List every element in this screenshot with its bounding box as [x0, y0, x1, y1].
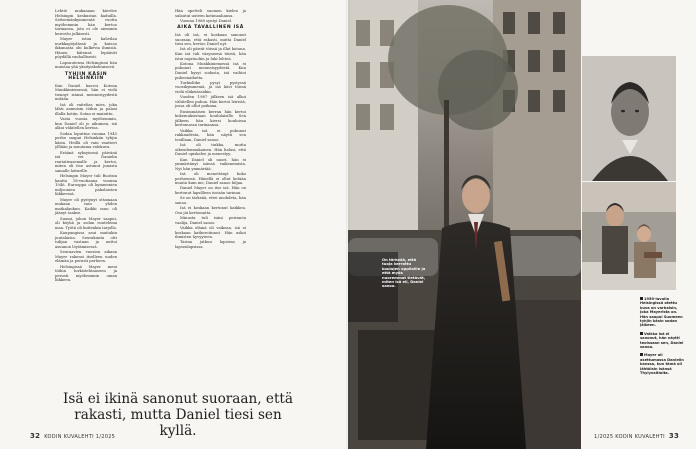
paragraph: Seuraavien vuosien aikana Mayer rakensi itselleen uuden elämän ja perusti perheen. [55, 250, 117, 264]
paragraph: Kotona Munkkiniemessä isä ei puhunut menneisyydestä. Kun Daniel kysyi sodasta, isä vaihtoi puheenaihetta. [175, 61, 246, 80]
paragraph: Hän opetteli suomen kielen ja sulautui uuteen kotimaahansa. [175, 9, 246, 18]
family-photo [582, 182, 676, 290]
paragraph: Vaikka elämä oli vaikeaa, isä ei koskaan katkeroitunut. Hän uskoi ihmisten hyvyyteen. [175, 226, 246, 240]
paragraph: Tarina jatkuu lapsissa ja lapsenlapsissa. [175, 240, 246, 249]
paragraph: Minusta tuli isäni perinnön vaalija, Daniel sanoo. [175, 216, 246, 225]
subheading: AIKA TAVALLINEN ISÄ [177, 25, 244, 31]
street-photo-image [348, 0, 581, 449]
caption-marker-icon [640, 297, 643, 300]
paragraph: Isä oli isä, ei koskaan sanonut suoraan, että rakasti, mutta Daniel tiesi sen, kertoo Daniel nyt. [175, 32, 246, 47]
photo-captions-right [640, 297, 684, 380]
paragraph: Isä ei koskaan kertonut kaikkea. Osa jäi kertomatta. [175, 206, 246, 215]
paragraph: Vasta vuosia myöhemmin, kun Daniel oli jo aikuinen, isä alkoi vähitellen kertoa. [55, 117, 117, 131]
page-number: 32 [30, 432, 41, 440]
family-photo-image [582, 182, 676, 290]
caption [640, 297, 684, 328]
paragraph: Kun Daniel kasvoi Kotona Munkkiniemessä, hän ei vielä tiennyt isänsä menneisyydestä mitään. [55, 83, 117, 102]
caption-marker-icon [640, 332, 643, 335]
caption-marker-icon [640, 353, 643, 356]
street-photo [348, 0, 581, 449]
paragraph: Vuonna 1968 syntyi Daniel. [180, 18, 233, 23]
caption-text: Vaikka isä ei sanonut, hän näytti teoissaan sen, Daniel sanoo. [640, 331, 684, 350]
paragraph: Vuoden 1987 jälkeen isä alkoi vähitellen puhua. Hän kertoi leiristä, jossa oli ollut poikana. [175, 95, 246, 109]
spine-gutter [346, 0, 350, 449]
portrait-photo [582, 56, 676, 181]
caption [640, 332, 684, 350]
magazine-name: 1/2025 KODIN KUVALEHTI [594, 434, 665, 440]
paragraph: Ensimmäisen kerran hän kertoi kokemuksistaan koululaisille. Sen jälkeen hän kiersi kouluissa kertomassa tarinaansa. [175, 109, 246, 128]
paragraph: Eräänä syksyisenä päivänä isä vei Danielin rautatieasemalle ja kertoi, miten oli itse astunut junasta samalle laiturille. [55, 150, 117, 173]
paragraph: Isä oli päivät töissä ja illat kotona. Kun isä tuli väsyneenä töistä, hän istui nojatuoliin ja luki lehteä. [175, 47, 246, 61]
paragraph: Daniel Mayer on itse isä. Hän on kertonut lapsilleen isoisän tarinan. [175, 186, 246, 195]
paragraph: Isä oli tiukka, mutta oikeudenmukainen. Hän halusi, että Daniel opiskelee ja menestyy. [175, 143, 246, 157]
subheading: TYHJIN KÄSIN HELSINKIIN [64, 71, 108, 82]
paragraph: Suomi, johon Mayer saapui, oli köyhä ja sodan runtelema maa. Työtä oli kuitenkin tarjolla. [55, 216, 117, 230]
paragraph: Se on tärkeää, ettei unohdeta, hän sanoo. [175, 196, 246, 205]
paragraph: Vaikka isä ei puhunut rakkaudesta, hän näytti sen teoillaan, Daniel sanoo. [175, 128, 246, 142]
paragraph: Helsingin Mayer tuli Ruotsin kautta 18-vuotiaana vuonna 1946. Eurooppa oli kymmenien miljoonien pakolaisten liikkeessä. [55, 174, 117, 197]
paragraph: Kaupungissa asui muitakin juutalaisia. Seurakunta otti tulijan vastaan ja auttoi asunnon löytämisessä. [55, 231, 117, 249]
pull-quote: Isä ei ikinä sanonut suoraan, että rakasti, mutta Daniel tiesi sen kyllä. [62, 391, 293, 439]
paragraph: Mayer istuu kahvilan nurkkapöydässä ja katsoo ikkunasta ohi kulkevia ihmisiä. Hänen kätensä lepäävät pöydällä rauhallisesti. [55, 37, 117, 60]
caption-text: 1950-luvulla Helsingissä otettu kuva on varhaisin, joka Mayerista on. Hän saapui Suomeen tyhjin käsin sodan jälkeen. [640, 297, 683, 328]
paragraph: Turkisliike pysyi pystyssä vuosikymmeniä, ja isä kävi töissä vielä eläkeiässäkin. [175, 80, 246, 94]
paragraph: Isä oli vaitelias mies, joka lähti aamuisin töihin ja palasi illalla kotiin. Sotaa ei mainittu. [55, 102, 117, 116]
paragraph: Kun Daniel oli nuori, hän ei ymmärtänyt isänsä vaikenemista. Nyt hän ymmärtää. [175, 157, 246, 171]
paragraph: Mayer oli pystynyt ottamaan mukaan vain yhden matkalaukun. Kaikki muu oli jäänyt taakse. [55, 197, 117, 216]
paragraph: Helsingissä Mayer meni töihin turkistehtaaseen ja perusti myöhemmin oman liikkeen. [55, 264, 117, 283]
magazine-name: KODIN KUVALEHTI 1/2025 [44, 434, 116, 440]
paragraph: Lehtiö mukanaan kävelee Helsingin keskustan kaduilla. Seitsemänkymmentä vuotta myöhemmin hän kertoo tarinansa, jota ei ole aiemmin kerrottu julkisesti. [55, 9, 117, 36]
paragraph: Lapsuutensa Helsingissä hän muistaa yhä yksityiskohtaisesti. [55, 60, 117, 70]
text-column-2 [175, 9, 246, 250]
caption [640, 353, 684, 375]
paragraph: Sodan loputtua vuonna 1945 perhe saapui Helsinkiin tyhjin käsin. Heillä oli vain vaatteet ylllään ja muutama valokuva. [55, 131, 117, 150]
page-folio-left [28, 432, 115, 440]
paragraph: Isä oli menettänyt koko perheensä. Hänellä ei ollut ketään muuta kuin me, Daniel sanoo hiljaa. [175, 172, 246, 186]
street-photo-caption: On tärkeää, että tuoja kerrottu koulujen oppilaille ja että myös nuoremmat tietävät, miten isä eli, Daniel sanoo. [382, 258, 426, 289]
caption-text: Mayer oli asettumassa Danielin kanssa, kun tämä oli lähtöisin isänsä Thylyvaltiolta. [640, 353, 684, 376]
portrait-photo-image [582, 56, 676, 181]
page-number: 33 [668, 432, 680, 440]
page-folio-right [594, 432, 681, 440]
text-column-1 [55, 9, 117, 284]
